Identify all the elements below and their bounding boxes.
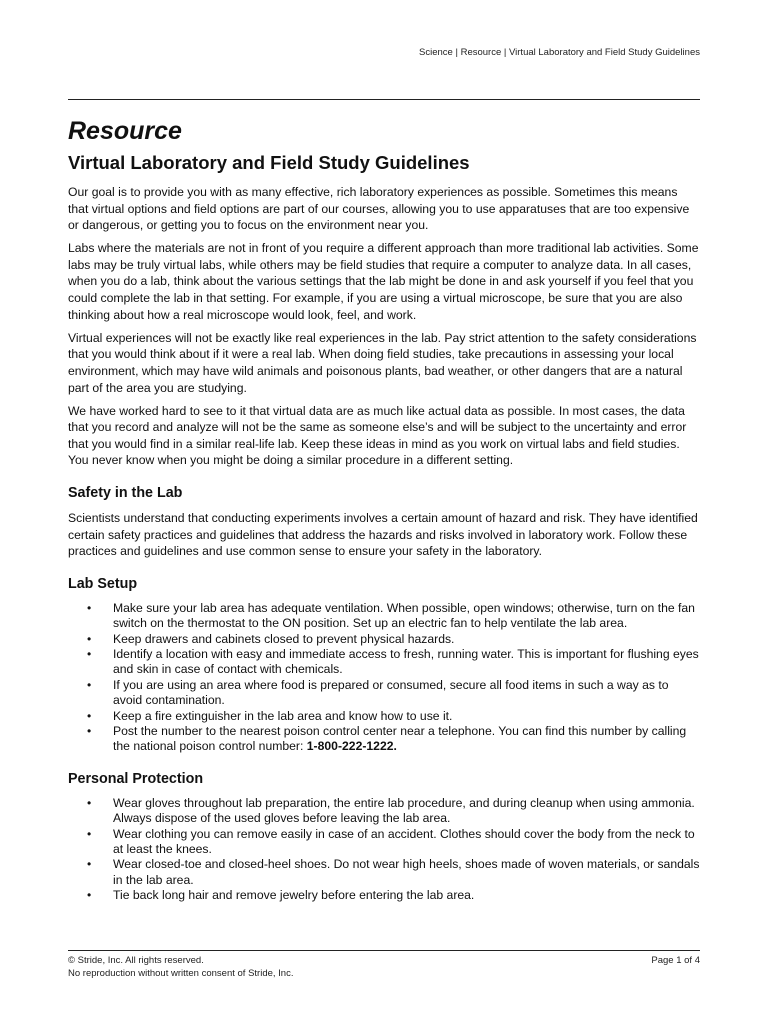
- list-item-text: Tie back long hair and remove jewelry before entering the lab area.: [113, 888, 475, 903]
- section-heading-personal-protection: Personal Protection: [68, 770, 204, 787]
- list-item-text: Keep drawers and cabinets closed to prevent physical hazards.: [113, 631, 455, 646]
- list-item: [68, 827, 700, 858]
- bullet-icon: •: [87, 795, 92, 810]
- safety-paragraph: Scientists understand that conducting experiments involves a certain amount of hazard and risk. They have identified certain safety practices and guidelines that address the hazards and risks involved in laboratory work. Follow these practices and guidelines and use common sense to ensure your safety in the laboratory.: [68, 511, 698, 559]
- intro-paragraph: Virtual experiences will not be exactly like real experiences in the lab. Pay strict attention to the safety considerations that you would think about if it were a real lab. When doing field studies, take precautions in assessing your local environment, which may have wild animals and poisonous plants, bad weather, or other dangers that are a natural part of the area you are studying.: [68, 330, 697, 395]
- list-item-text: Wear closed-toe and closed-heel shoes. Do not wear high heels, shoes made of woven materials, or sandals in the lab area.: [113, 857, 700, 887]
- bullet-icon: •: [87, 600, 92, 615]
- list-item: [68, 796, 700, 827]
- document-title: Virtual Laboratory and Field Study Guidelines: [68, 152, 470, 173]
- bullet-icon: •: [87, 888, 92, 903]
- lab-setup-list: [68, 601, 700, 755]
- list-item-text: Wear gloves throughout lab preparation, the entire lab procedure, and during cleanup when using ammonia. Always dispose of the used gloves before leaving the lab area.: [113, 795, 695, 826]
- list-item: [68, 724, 700, 755]
- section-heading-safety: Safety in the Lab: [68, 485, 183, 501]
- list-item-text: Wear clothing you can remove easily in case of an accident. Clothes should cover the body from the neck to at least the knees.: [113, 826, 695, 857]
- bullet-icon: •: [87, 708, 92, 723]
- running-header-breadcrumb: Science | Resource | Virtual Laboratory and Field Study Guidelines: [419, 47, 700, 58]
- bullet-icon: •: [87, 631, 92, 646]
- bullet-icon: •: [87, 677, 92, 692]
- list-item: [68, 709, 700, 724]
- section-heading-lab-setup: Lab Setup: [68, 575, 138, 592]
- footer-divider: [68, 950, 700, 951]
- footer-legal: [68, 954, 293, 980]
- footer-notice: No reproduction without written consent of Stride, Inc.: [68, 968, 294, 979]
- intro-paragraph: Our goal is to provide you with as many effective, rich laboratory experiences as possible. Sometimes this means that virtual options and field options are part of our courses, allowing you to use apparatuses that are too expensive or dangerous, or getting you to focus on the environment near you.: [68, 185, 690, 233]
- intro-paragraph: Labs where the materials are not in front of you require a different approach than more traditional lab activities. Some labs may be truly virtual labs, while others may be field studies that require a computer to analyze data. In all cases, when you do a lab, think about the various settings that the lab might be done in and ask yourself if you feel that you could complete the lab in that setting. For example, if you are using a virtual microscope, be sure that you are also thinking about how a real microscope would look, feel, and work.: [68, 241, 699, 322]
- list-item-text: Keep a fire extinguisher in the lab area and know how to use it.: [113, 708, 453, 723]
- list-item: [68, 632, 700, 647]
- list-item-text: Make sure your lab area has adequate ventilation. When possible, open windows; otherwise, turn on the fan switch on the thermostat to the ON position. Set up an electric fan to help ventilate the lab area.: [113, 600, 695, 631]
- document-page: [68, 0, 700, 1024]
- header-divider: [68, 99, 700, 100]
- document-type-label: Resource: [68, 117, 182, 145]
- bullet-icon: •: [87, 647, 92, 661]
- footer-page-number: Page 1 of 4: [651, 955, 700, 966]
- list-item: [68, 647, 700, 678]
- bullet-icon: •: [87, 724, 92, 739]
- list-item-text: Identify a location with easy and immediate access to fresh, running water. This is important for flushing eyes and skin in case of contact with chemicals.: [113, 647, 699, 677]
- bullet-icon: •: [87, 826, 92, 841]
- poison-control-text: Post the number to the nearest poison control center near a telephone. You can find this number by calling the national poison control number:: [113, 724, 687, 754]
- poison-control-number: 1-800-222-1222.: [306, 739, 397, 754]
- intro-paragraph: We have worked hard to see to it that virtual data are as much like actual data as possible. In most cases, the data that you record and analyze will not be the same as someone else’s and will be subject to the uncertainty and error that you would find in a similar real-life lab. Keep these ideas in mind as you work on virtual labs and field studies. You never know when you might be doing a similar procedure in a different setting.: [68, 403, 687, 468]
- footer-copyright: © Stride, Inc. All rights reserved.: [68, 955, 204, 966]
- list-item-text: If you are using an area where food is prepared or consumed, secure all food items in such a way as to avoid contamination.: [113, 677, 669, 708]
- list-item: [68, 857, 700, 888]
- document-body: [68, 114, 700, 910]
- bullet-icon: •: [87, 857, 92, 872]
- list-item: [68, 678, 700, 709]
- list-item: [68, 888, 700, 903]
- personal-protection-list: [68, 796, 700, 904]
- list-item: [68, 601, 700, 632]
